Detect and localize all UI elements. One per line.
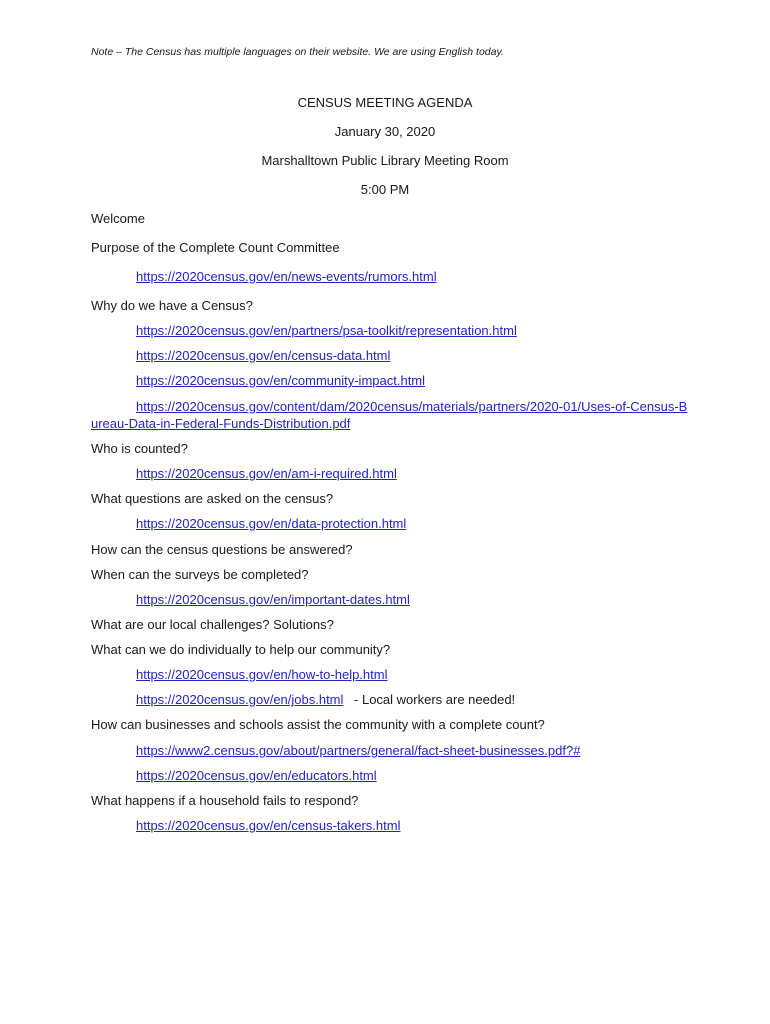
item-welcome: Welcome: [91, 211, 145, 226]
how-to-help-link[interactable]: https://2020census.gov/en/how-to-help.html: [136, 667, 388, 682]
link-row-businesses: [136, 743, 580, 758]
link-row-community-impact: [136, 373, 425, 388]
item-businesses-schools: How can businesses and schools assist the community with a complete count?: [91, 717, 545, 732]
link-row-how-to-help: [136, 667, 387, 682]
item-individually: What can we do individually to help our community?: [91, 642, 391, 657]
link-row-federal-funds: [91, 398, 691, 432]
item-local-challenges: What are our local challenges? Solutions?: [91, 617, 334, 632]
meeting-date: January 30, 2020: [334, 124, 436, 139]
item-purpose: Purpose of the Complete Count Committee: [91, 240, 340, 255]
census-data-link[interactable]: https://2020census.gov/en/census-data.html: [136, 348, 391, 363]
representation-link[interactable]: https://2020census.gov/en/partners/psa-toolkit/representation.html: [136, 323, 517, 338]
item-who-counted: Who is counted?: [91, 441, 188, 456]
link-row-important-dates: [136, 592, 410, 607]
federal-funds-link[interactable]: https://2020census.gov/content/dam/2020census/materials/partners/2020-01/Uses-of-Census-Bureau-Data-in-Federal-Funds-Distribution.pdf: [91, 399, 688, 431]
link-row-census-takers: [136, 818, 400, 833]
link-row-census-data: [136, 348, 390, 363]
am-i-required-link[interactable]: https://2020census.gov/en/am-i-required.html: [136, 466, 397, 481]
educators-link[interactable]: https://2020census.gov/en/educators.html: [136, 768, 377, 783]
businesses-fact-sheet-link[interactable]: https://www2.census.gov/about/partners/general/fact-sheet-businesses.pdf?#: [136, 743, 581, 758]
rumors-link[interactable]: https://2020census.gov/en/news-events/rumors.html: [136, 269, 437, 284]
link-row-representation: [136, 323, 517, 338]
agenda-title: CENSUS MEETING AGENDA: [297, 95, 473, 110]
item-fails-to-respond: What happens if a household fails to respond?: [91, 793, 359, 808]
data-protection-link[interactable]: https://2020census.gov/en/data-protection.html: [136, 516, 407, 531]
jobs-note: - Local workers are needed!: [354, 692, 516, 707]
important-dates-link[interactable]: https://2020census.gov/en/important-dates.html: [136, 592, 410, 607]
item-questions-asked: What questions are asked on the census?: [91, 491, 334, 506]
language-note: Note – The Census has multiple languages on their website. We are using English today.: [91, 46, 504, 58]
link-row-jobs: [136, 692, 515, 707]
item-why-census: Why do we have a Census?: [91, 298, 253, 313]
link-row-am-i-required: [136, 466, 397, 481]
meeting-location: Marshalltown Public Library Meeting Room: [261, 153, 509, 168]
link-row-data-protection: [136, 516, 406, 531]
link-row-educators: [136, 768, 377, 783]
community-impact-link[interactable]: https://2020census.gov/en/community-impact.html: [136, 373, 426, 388]
link-rumors: [136, 269, 437, 284]
census-takers-link[interactable]: https://2020census.gov/en/census-takers.html: [136, 818, 401, 833]
item-when-completed: When can the surveys be completed?: [91, 567, 309, 582]
jobs-link[interactable]: https://2020census.gov/en/jobs.html: [136, 692, 344, 707]
meeting-time: 5:00 PM: [360, 182, 410, 197]
item-how-answered: How can the census questions be answered?: [91, 542, 353, 557]
